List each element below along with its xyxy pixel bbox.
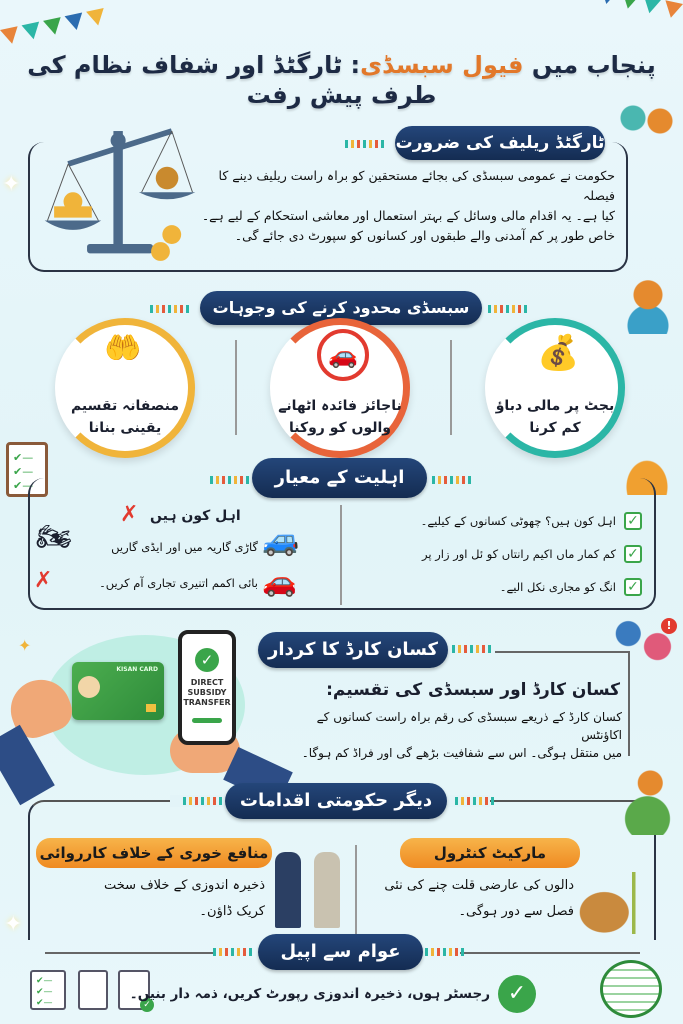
check-icon: ✓ — [624, 545, 642, 563]
decor-dots — [183, 797, 223, 805]
reason-card-misuse — [270, 318, 410, 458]
reason-card-fair-distribution — [55, 318, 195, 458]
text-line: میں منتقل ہوگی۔ اس سے شفافیت بڑھے گی اور فراڈ کم ہوگا۔ — [301, 746, 622, 760]
reason-text: والوں کو روکنا — [288, 420, 392, 436]
phone-text: SUBSIDY — [187, 688, 227, 697]
decor-dots — [345, 140, 385, 148]
section-heading-reasons: سبسڈی محدود کرنے کی وجوہات — [200, 291, 482, 325]
decor-dots — [488, 305, 528, 313]
kisan-card-icon — [72, 662, 164, 720]
eligible-text: انگ کو مجاری نکل الیے۔ — [499, 580, 616, 594]
ineligible-text: گاڑی گاریہ میں اور ایڈی گاریں — [111, 540, 258, 554]
text-line: فصل سے دور ہوگی۔ — [458, 904, 574, 919]
check-icon: ✓ — [624, 578, 642, 596]
phone-icon — [178, 630, 236, 745]
people-illustration — [612, 618, 677, 670]
motorcycle-icon: 🏍 — [36, 520, 72, 553]
reason-text: کم کرنا — [529, 420, 581, 436]
car-icon: 🚙 — [262, 523, 300, 558]
eligible-text: اہل کون ہیں؟ چھوٹی کسانوں کے کیلیے۔ — [420, 514, 616, 528]
ineligible-text: بائی اکمم اتنیری تجاری آم کریں۔ — [99, 576, 258, 590]
section-heading-other-measures: دیگر حکومتی اقدامات — [225, 783, 447, 819]
text-line: دالوں کی عارضی قلت چنے کی نئی — [384, 878, 574, 893]
farmer-with-sack-illustration — [620, 770, 675, 835]
measure-label-anti-profiteering: منافع خوری کے خلاف کارروائی — [36, 838, 272, 868]
eligible-item — [346, 572, 642, 602]
decor-dots — [210, 476, 250, 484]
text-line: کیا ہے۔ یہ اقدام مالی وسائل کے بہتر استعمال اور معاشی استحکام کے لیے ہے۔ — [201, 208, 615, 223]
reason-text: بجٹ پر مالی دباؤ — [495, 398, 615, 414]
hand-money-icon: 🤲 — [104, 331, 142, 366]
decor-dots — [150, 305, 190, 313]
card-label: KISAN CARD — [116, 666, 158, 673]
sparkle-icon: ✦ — [18, 636, 32, 655]
reason-text: ناجائز فائدہ اٹھانے — [278, 398, 402, 414]
cross-icon: ✗ — [34, 568, 53, 593]
kisan-card-illustration — [0, 620, 290, 805]
decor-line — [460, 952, 640, 954]
sparkle-icon: ✦ — [4, 912, 23, 937]
measure-text — [60, 873, 265, 925]
alert-icon: ! — [661, 618, 677, 634]
money-bag-icon: 💰 — [537, 333, 580, 373]
divider — [355, 845, 357, 935]
id-form-icon: ✓ — [118, 970, 150, 1010]
divider — [450, 340, 452, 435]
text-line: حکومت نے عمومی سبسڈی کی بجائے مستحقین کو براہ راست ریلیف دینے کا فیصلہ — [218, 168, 615, 203]
ineligible-title: اہل کون ہیں — [150, 508, 241, 524]
check-circle-icon: ✓ — [498, 975, 536, 1013]
car-icon: 🚗 — [262, 565, 297, 598]
section-heading-appeal: عوام سے اپیل — [258, 934, 423, 970]
eligible-text: کم کمار ماں اکیم رانتاں کو ئل اور زار پر — [422, 547, 616, 561]
eligible-list — [346, 506, 642, 605]
documents-icon — [78, 970, 108, 1010]
divider — [235, 340, 237, 435]
family-illustration — [615, 100, 675, 160]
phone-text: TRANSFER — [183, 698, 231, 707]
section-heading-targeted-relief: ٹارگٹڈ ریلیف کی ضرورت — [395, 126, 605, 160]
decor-dots — [455, 797, 495, 805]
check-icon: ✓ — [624, 512, 642, 530]
clipboard-icon: ✔— ✔— ✔— — [6, 442, 48, 497]
measure-text — [362, 873, 574, 925]
decor-line — [495, 651, 630, 653]
checklist-icon: ✔— ✔— ✔— — [30, 970, 66, 1010]
text-line: ذخیرہ اندوزی کے خلاف سخت — [104, 878, 265, 893]
reason-text: منصفانہ تقسیم — [70, 398, 180, 414]
decor-dots — [432, 476, 472, 484]
cross-icon: ✗ — [120, 502, 139, 527]
page-title: پنجاب میں فیول سبسڈی: ٹارگٹڈ اور شفاف نظام کی طرف پیش رفت — [27, 51, 656, 109]
decor-line — [45, 952, 215, 954]
eligible-item — [346, 539, 642, 569]
section-heading-eligibility: اہلیت کے معیار — [252, 458, 427, 498]
sparkle-icon: ✦ — [2, 172, 21, 197]
measure-label-market-control: مارکیٹ کنٹرول — [400, 838, 580, 868]
balance-scale-icon — [40, 110, 200, 265]
divider — [340, 505, 342, 605]
kisan-card-text — [292, 708, 622, 762]
bunting-left — [0, 8, 107, 46]
text-line: خاص طور پر کم آمدنی والے طبقوں اور کسانوں کو سپورٹ دی جائے گی۔ — [234, 228, 615, 243]
appeal-text: رجسٹر ہوں، ذخیرہ اندوزی رپورٹ کریں، ذمہ دار بنیں۔ — [129, 986, 490, 1002]
bunting-right — [576, 0, 683, 20]
phone-text: DIRECT — [190, 678, 224, 687]
punjab-logo — [600, 960, 662, 1018]
decor-dots — [425, 948, 465, 956]
targeted-relief-text — [200, 166, 615, 246]
kisan-card-subheading: کسان کارڈ اور سبسڈی کی تقسیم: — [326, 680, 620, 700]
police-trader-illustration — [272, 850, 350, 930]
eligible-item — [346, 506, 642, 536]
farmer-illustration — [620, 278, 676, 334]
decor-dots — [452, 645, 492, 653]
text-line: کریک ڈاؤن۔ — [199, 904, 265, 919]
reason-text: یقینی بنانا — [88, 420, 162, 436]
check-circle-icon: ✓ — [195, 648, 219, 672]
no-car-icon: 🚗 — [317, 329, 369, 381]
text-line: کسان کارڈ کے ذریعے سبسڈی کی رقم براہ راست کسانوں کے اکاؤنٹس — [316, 710, 622, 742]
reason-card-budget — [485, 318, 625, 458]
grain-bowl-illustration — [578, 872, 653, 934]
section-heading-kisan-card: کسان کارڈ کا کردار — [258, 632, 448, 668]
decor-dots — [213, 948, 253, 956]
